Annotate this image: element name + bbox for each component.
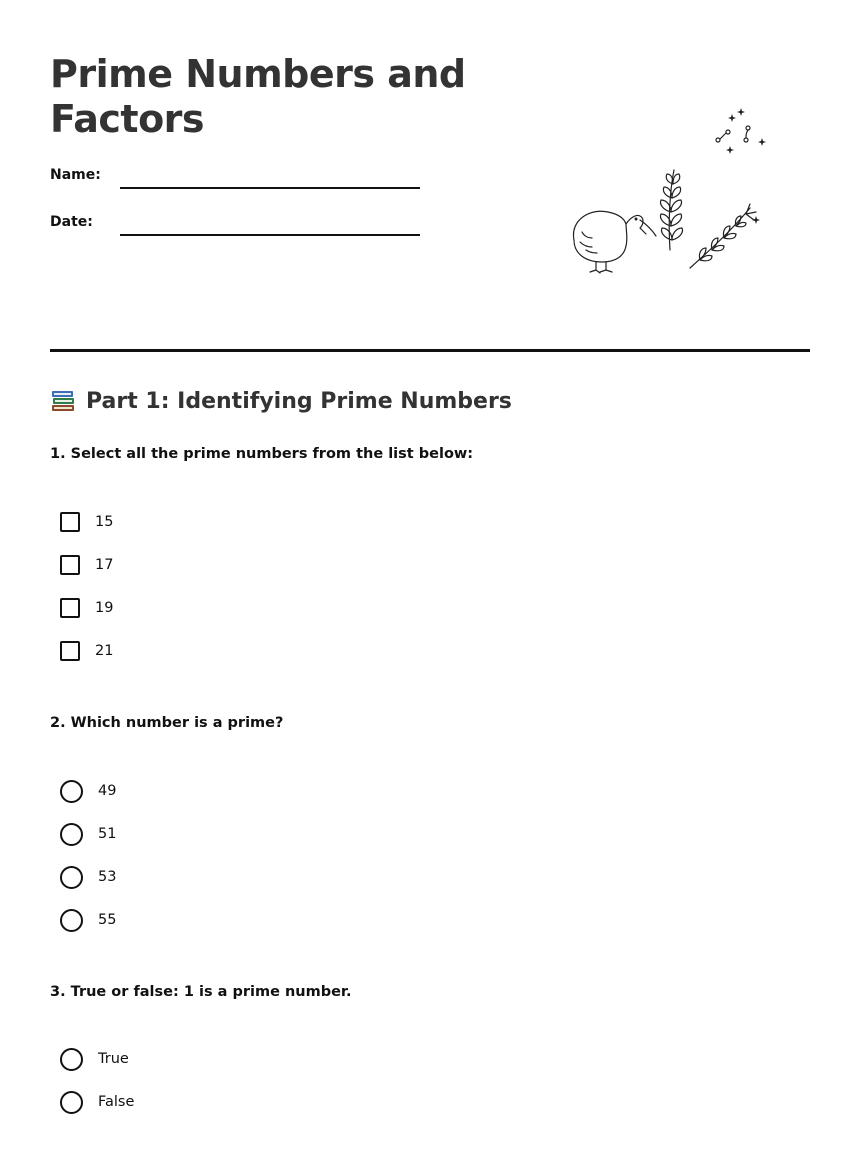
question-2-text: 2. Which number is a prime? <box>50 715 284 731</box>
q1-option-15[interactable] <box>60 509 113 535</box>
option-label: 53 <box>98 869 117 885</box>
option-label: 49 <box>98 783 117 799</box>
option-label: 51 <box>98 826 117 842</box>
q2-option-53[interactable] <box>60 864 116 890</box>
fern-upright-icon <box>660 170 682 250</box>
q1-option-21[interactable] <box>60 638 113 664</box>
checkbox[interactable] <box>60 512 80 532</box>
radio-button[interactable] <box>60 909 83 932</box>
question-3-text: 3. True or false: 1 is a prime number. <box>50 984 352 1000</box>
stars-icon <box>726 108 766 224</box>
page-title: Prime Numbers and Factors <box>50 52 466 141</box>
part1-heading <box>50 388 512 414</box>
date-label: Date: <box>50 214 93 230</box>
q1-option-19[interactable] <box>60 595 113 621</box>
books-icon <box>50 388 76 414</box>
q2-option-51[interactable] <box>60 821 116 847</box>
radio-button[interactable] <box>60 823 83 846</box>
fern-branch-icon <box>690 204 756 268</box>
option-label: 15 <box>95 514 114 530</box>
part1-heading-text: Part 1: Identifying Prime Numbers <box>86 388 512 414</box>
option-label: 55 <box>98 912 117 928</box>
checkbox[interactable] <box>60 555 80 575</box>
option-label: 21 <box>95 643 114 659</box>
q2-option-55[interactable] <box>60 907 116 933</box>
header-divider <box>50 349 810 352</box>
q3-option-false[interactable] <box>60 1089 134 1115</box>
checkbox[interactable] <box>60 641 80 661</box>
name-input-line[interactable] <box>120 187 420 189</box>
checkbox[interactable] <box>60 598 80 618</box>
name-label: Name: <box>50 167 101 183</box>
name-field-row <box>50 167 430 197</box>
radio-button[interactable] <box>60 780 83 803</box>
kiwi-bird-icon <box>573 211 656 273</box>
kiwi-fern-stars-illustration <box>560 100 780 280</box>
radio-button[interactable] <box>60 866 83 889</box>
option-label: True <box>98 1051 129 1067</box>
question-1-text: 1. Select all the prime numbers from the list below: <box>50 446 474 462</box>
option-label: 17 <box>95 557 114 573</box>
radio-button[interactable] <box>60 1091 83 1114</box>
constellation-icon <box>716 126 750 142</box>
date-field-row <box>50 214 430 244</box>
option-label: False <box>98 1094 135 1110</box>
radio-button[interactable] <box>60 1048 83 1071</box>
option-label: 19 <box>95 600 114 616</box>
q1-option-17[interactable] <box>60 552 113 578</box>
q3-option-true[interactable] <box>60 1046 129 1072</box>
q2-option-49[interactable] <box>60 778 116 804</box>
date-input-line[interactable] <box>120 234 420 236</box>
